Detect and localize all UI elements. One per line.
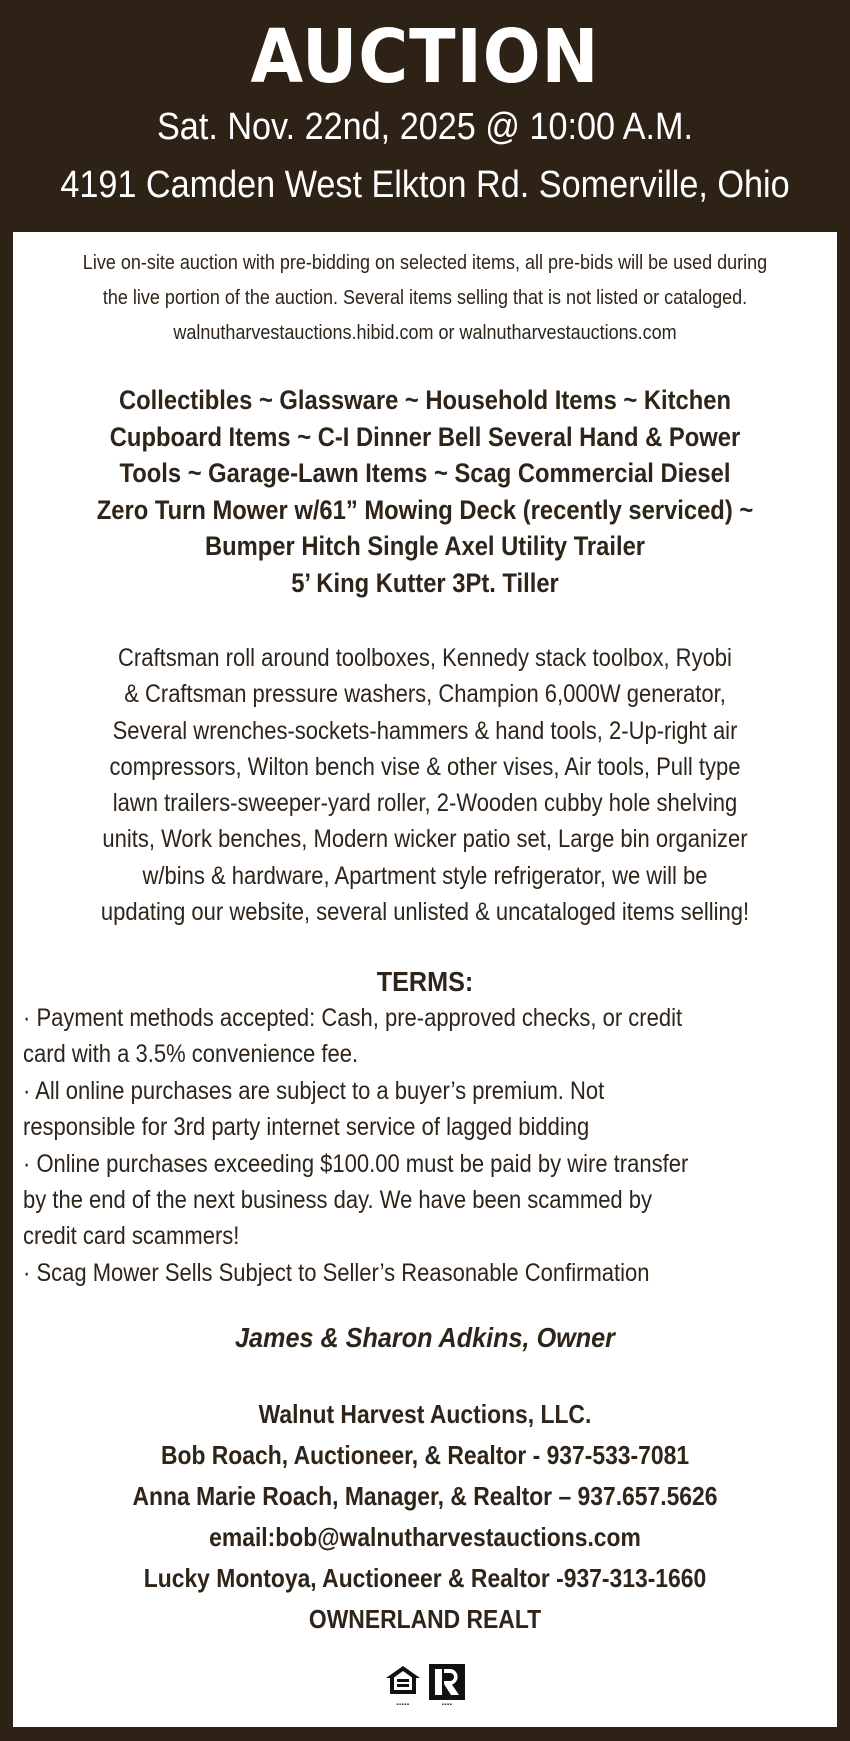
auction-address: 4191 Camden West Elkton Rd. Somerville, Ohio (60, 164, 790, 206)
terms-line: responsible for 3rd party internet service of lagged bidding (23, 1113, 590, 1142)
highlight-line: Zero Turn Mower w/61” Mowing Deck (recently serviced) ~ (96, 494, 754, 525)
terms-line: · Payment methods accepted: Cash, pre-approved checks, or credit (23, 1004, 683, 1032)
item-list (69, 640, 780, 930)
terms-line: · Scag Mower Sells Subject to Seller’s Reasonable Confirmation (23, 1258, 650, 1287)
terms-line: credit card scammers! (23, 1222, 240, 1251)
terms-line: · All online purchases are subject to a buyer’s premium. Not (23, 1076, 605, 1105)
equal-housing-icon (384, 1664, 422, 1708)
content-panel (13, 232, 837, 1727)
realty-name: OWNERLAND REALT (308, 1604, 542, 1634)
contact-block (62, 1394, 787, 1640)
item-line: Craftsman roll around toolboxes, Kennedy stack toolbox, Ryobi (118, 644, 732, 672)
highlight-line: Cupboard Items ~ C-I Dinner Bell Several Hand & Power (109, 421, 741, 452)
item-line: compressors, Wilton bench vise & other vises, Air tools, Pull type (109, 752, 741, 781)
highlight-line: Tools ~ Garage-Lawn Items ~ Scag Commercial Diesel (119, 458, 731, 488)
realtor-icon (428, 1664, 466, 1708)
item-line: units, Work benches, Modern wicker patio set, Large bin organizer (102, 825, 748, 854)
page-title: AUCTION (250, 14, 600, 100)
intro-text: Live on-site auction with pre-bidding on selected items, all pre-bids will be used during the live portion of the auction. Several items selling that is not listed or cataloged. walnutharvestauctions.hibid.com or walnutharvestauctions.com (82, 252, 768, 344)
contact-auctioneer-lucky: Lucky Montoya, Auctioneer & Realtor -937-313-1660 (143, 1563, 707, 1593)
terms-list (23, 1000, 815, 1291)
terms-line: card with a 3.5% convenience fee. (23, 1040, 359, 1069)
item-line: & Craftsman pressure washers, Champion 6,000W generator, (124, 680, 726, 709)
item-line: updating our website, several unlisted & uncataloged items selling! (100, 898, 750, 927)
contact-email: email:bob@walnutharvestauctions.com (209, 1522, 641, 1552)
terms-line: · Online purchases exceeding $100.00 must be paid by wire transfer (23, 1149, 689, 1178)
header (0, 0, 850, 232)
item-line: w/bins & hardware, Apartment style refrigerator, we will be (142, 861, 708, 890)
item-line: lawn trailers-sweeper-yard roller, 2-Wooden cubby hole shelving (112, 789, 738, 818)
auction-date: Sat. Nov. 22nd, 2025 @ 10:00 A.M. (156, 106, 694, 148)
terms-heading: TERMS: (376, 966, 474, 997)
highlight-line: Collectibles ~ Glassware ~ Household Items ~ Kitchen (118, 385, 732, 415)
highlight-line: Bumper Hitch Single Axel Utility Trailer (204, 531, 646, 561)
highlights (71, 382, 779, 601)
logos (13, 1664, 837, 1708)
realtor-caption: ▪▪▪▪ (441, 1702, 453, 1708)
highlight-line: 5’ King Kutter 3Pt. Tiller (291, 567, 559, 598)
equal-housing-caption: ▪▪▪▪▪ (396, 1702, 410, 1708)
item-line: Several wrenches-sockets-hammers & hand tools, 2-Up-right air (112, 716, 738, 745)
terms-line: by the end of the next business day. We have been scammed by (23, 1186, 653, 1215)
company-name: Walnut Harvest Auctions, LLC. (258, 1399, 592, 1429)
owner-name: James & Sharon Adkins, Owner (235, 1322, 615, 1353)
contact-manager-anna: Anna Marie Roach, Manager, & Realtor – 937.657.5626 (132, 1481, 718, 1511)
contact-auctioneer-bob: Bob Roach, Auctioneer, & Realtor - 937-533-7081 (160, 1440, 690, 1470)
